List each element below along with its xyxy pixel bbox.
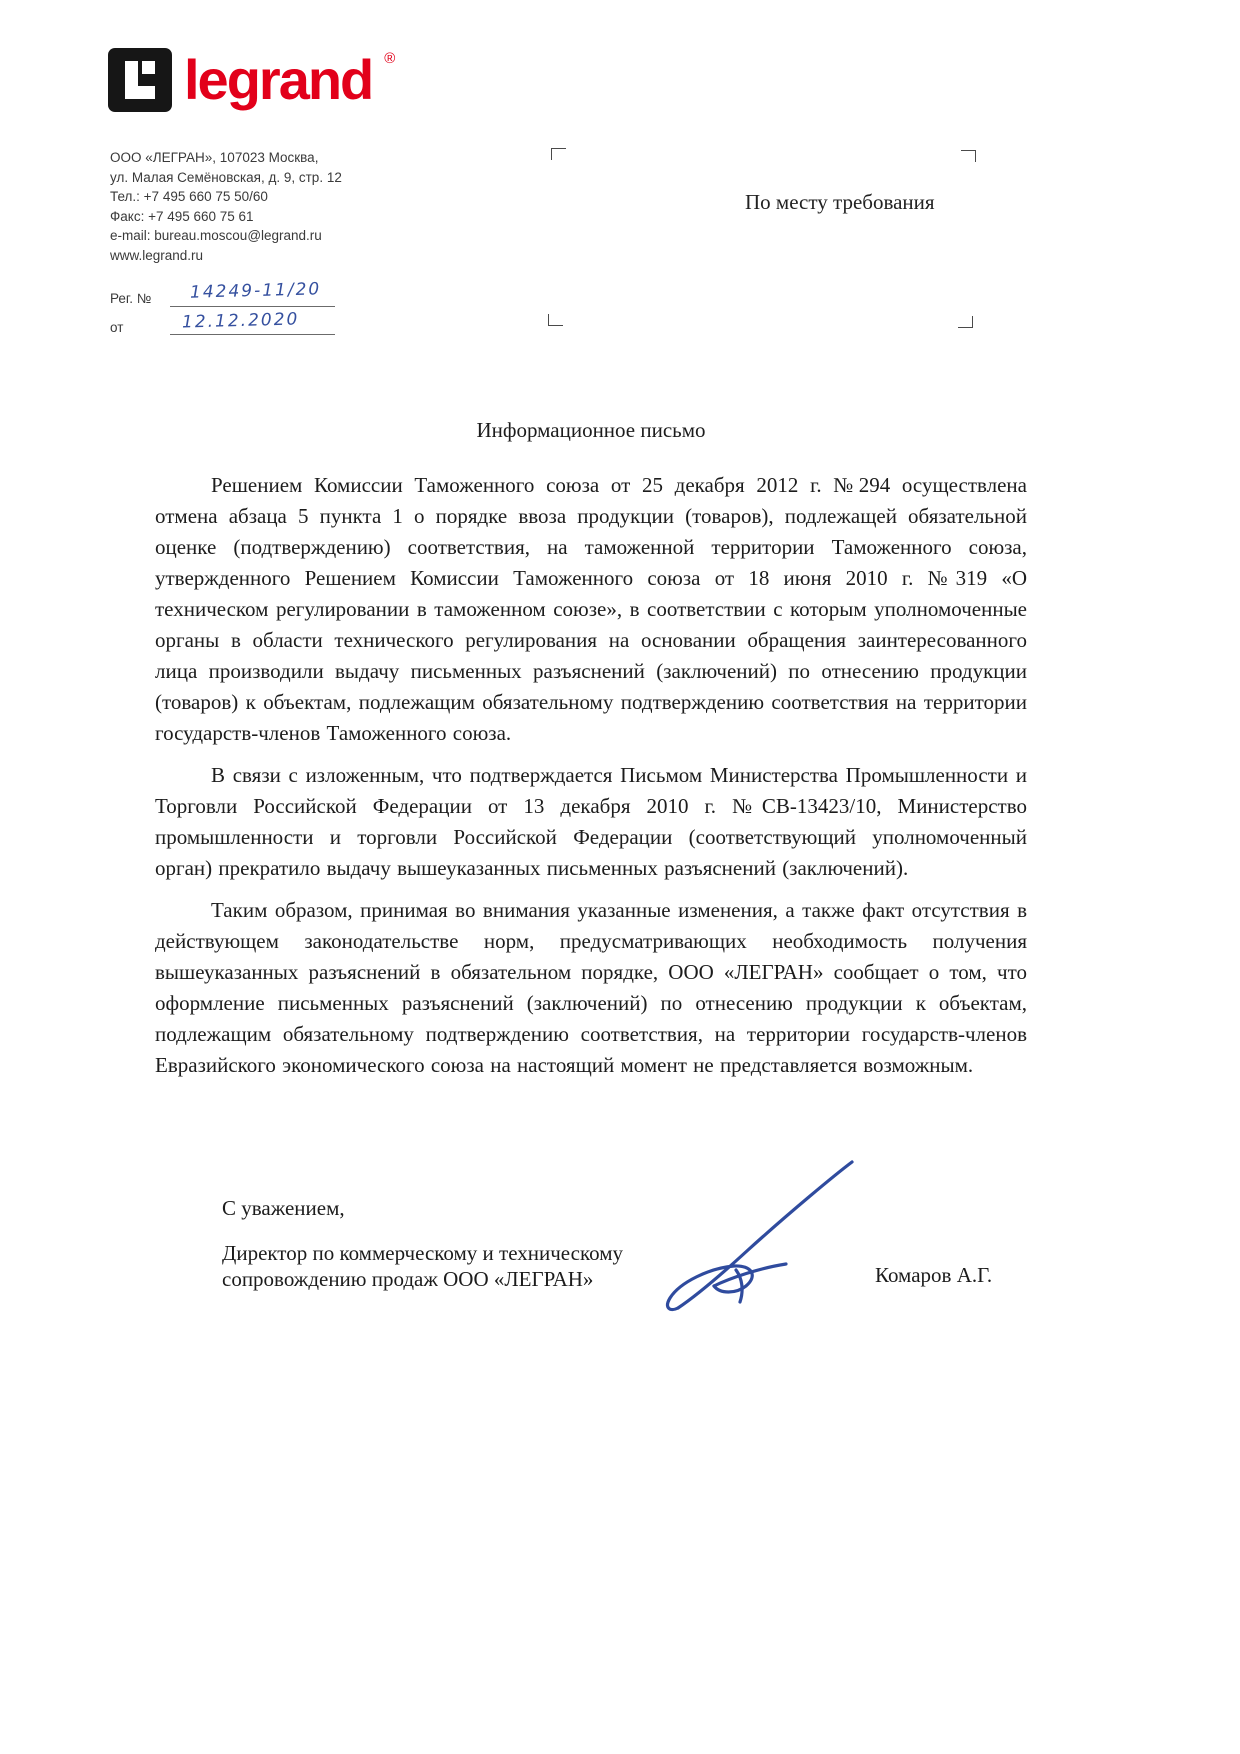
registered-trademark-symbol: ® <box>384 50 396 67</box>
reg-date-underline <box>170 334 335 335</box>
logo-wordmark: legrand <box>184 48 373 111</box>
signature-ink <box>640 1150 870 1320</box>
body-paragraph-3: Таким образом, принимая во внимания указанные изменения, а также факт отсутствия в действующем законодательстве норм, предусматривающих необходимость получения вышеуказанных разъяснений в обязательном порядке, ООО «ЛЕГРАН» сообщает о том, что оформление письменных разъяснений (заключений) по отнесению продукции к объектам, подлежащим обязательному подтверждению соответствия, на территории государств-членов Евразийского экономического союза на настоящий момент не представляется возможным. <box>155 898 1027 1077</box>
letterhead-line: e-mail: bureau.moscou@legrand.ru <box>110 228 322 243</box>
letterhead-line: Факс: +7 495 660 75 61 <box>110 208 254 224</box>
body-paragraph-1: Решением Комиссии Таможенного союза от 25 декабря 2012 г. №294 осуществлена отмена абзаца 5 пункта 1 о порядке ввоза продукции (товаров), подлежащей обязательной оценке (подтверждению) соответствия, на таможенной территории Таможенного союза, утвержденного Решением Комиссии Таможенного союза от 18 июня 2010 г. №319 «О техническом регулировании в таможенном союзе», в соответствии с которым уполномоченные органы в области технического регулирования на основании обращения заинтересованного лица производили выдачу письменных разъяснений (заключений) по отнесению продукции (товаров) к объектам, подлежащим обязательному подтверждению соответствия на территории государств-членов Таможенного союза. <box>155 473 1027 745</box>
address-window-corner-bottom-left <box>548 314 563 326</box>
address-window-corner-top-right <box>961 150 976 162</box>
letterhead-line: Тел.: +7 495 660 75 50/60 <box>110 189 268 204</box>
signer-name: Комаров А.Г. <box>875 1263 993 1287</box>
letterhead-contact-block <box>110 148 342 265</box>
letterhead-line: ООО «ЛЕГРАН», 107023 Москва, <box>110 150 319 165</box>
recipient-line: По месту требования <box>745 190 935 214</box>
letterhead-line: ул. Малая Семёновская, д. 9, стр. 12 <box>110 169 342 185</box>
address-window-corner-bottom-right <box>958 316 973 328</box>
legrand-logo-mark-icon <box>108 48 172 112</box>
legrand-logo <box>108 48 395 112</box>
letter-body <box>155 470 1027 1092</box>
reg-number-label: Рег. № <box>110 291 152 306</box>
closing-salutation: С уважением, <box>222 1196 345 1220</box>
letterhead-line: www.legrand.ru <box>110 247 204 263</box>
body-paragraph-2: В связи с изложенным, что подтверждается Письмом Министерства Промышленности и Торговли Российской Федерации от 13 декабря 2010 г. №СВ-13423/10, Министерство промышленности и торговли Российской Федерации (соответствующий уполномоченный орган) прекратило выдачу вышеуказанных письменных разъяснений (заключений). <box>155 763 1027 880</box>
reg-date-handwritten-value: 12.12.2020 <box>181 309 300 333</box>
reg-number-handwritten-value: 14249-11/20 <box>189 279 322 303</box>
signer-position: Директор по коммерческому и техническому сопровождению продаж ООО «ЛЕГРАН» <box>222 1241 623 1291</box>
reg-number-underline <box>170 306 335 307</box>
document-title: Информационное письмо <box>476 418 706 442</box>
address-window-corner-top-left <box>551 148 566 160</box>
reg-date-label: от <box>110 320 124 335</box>
